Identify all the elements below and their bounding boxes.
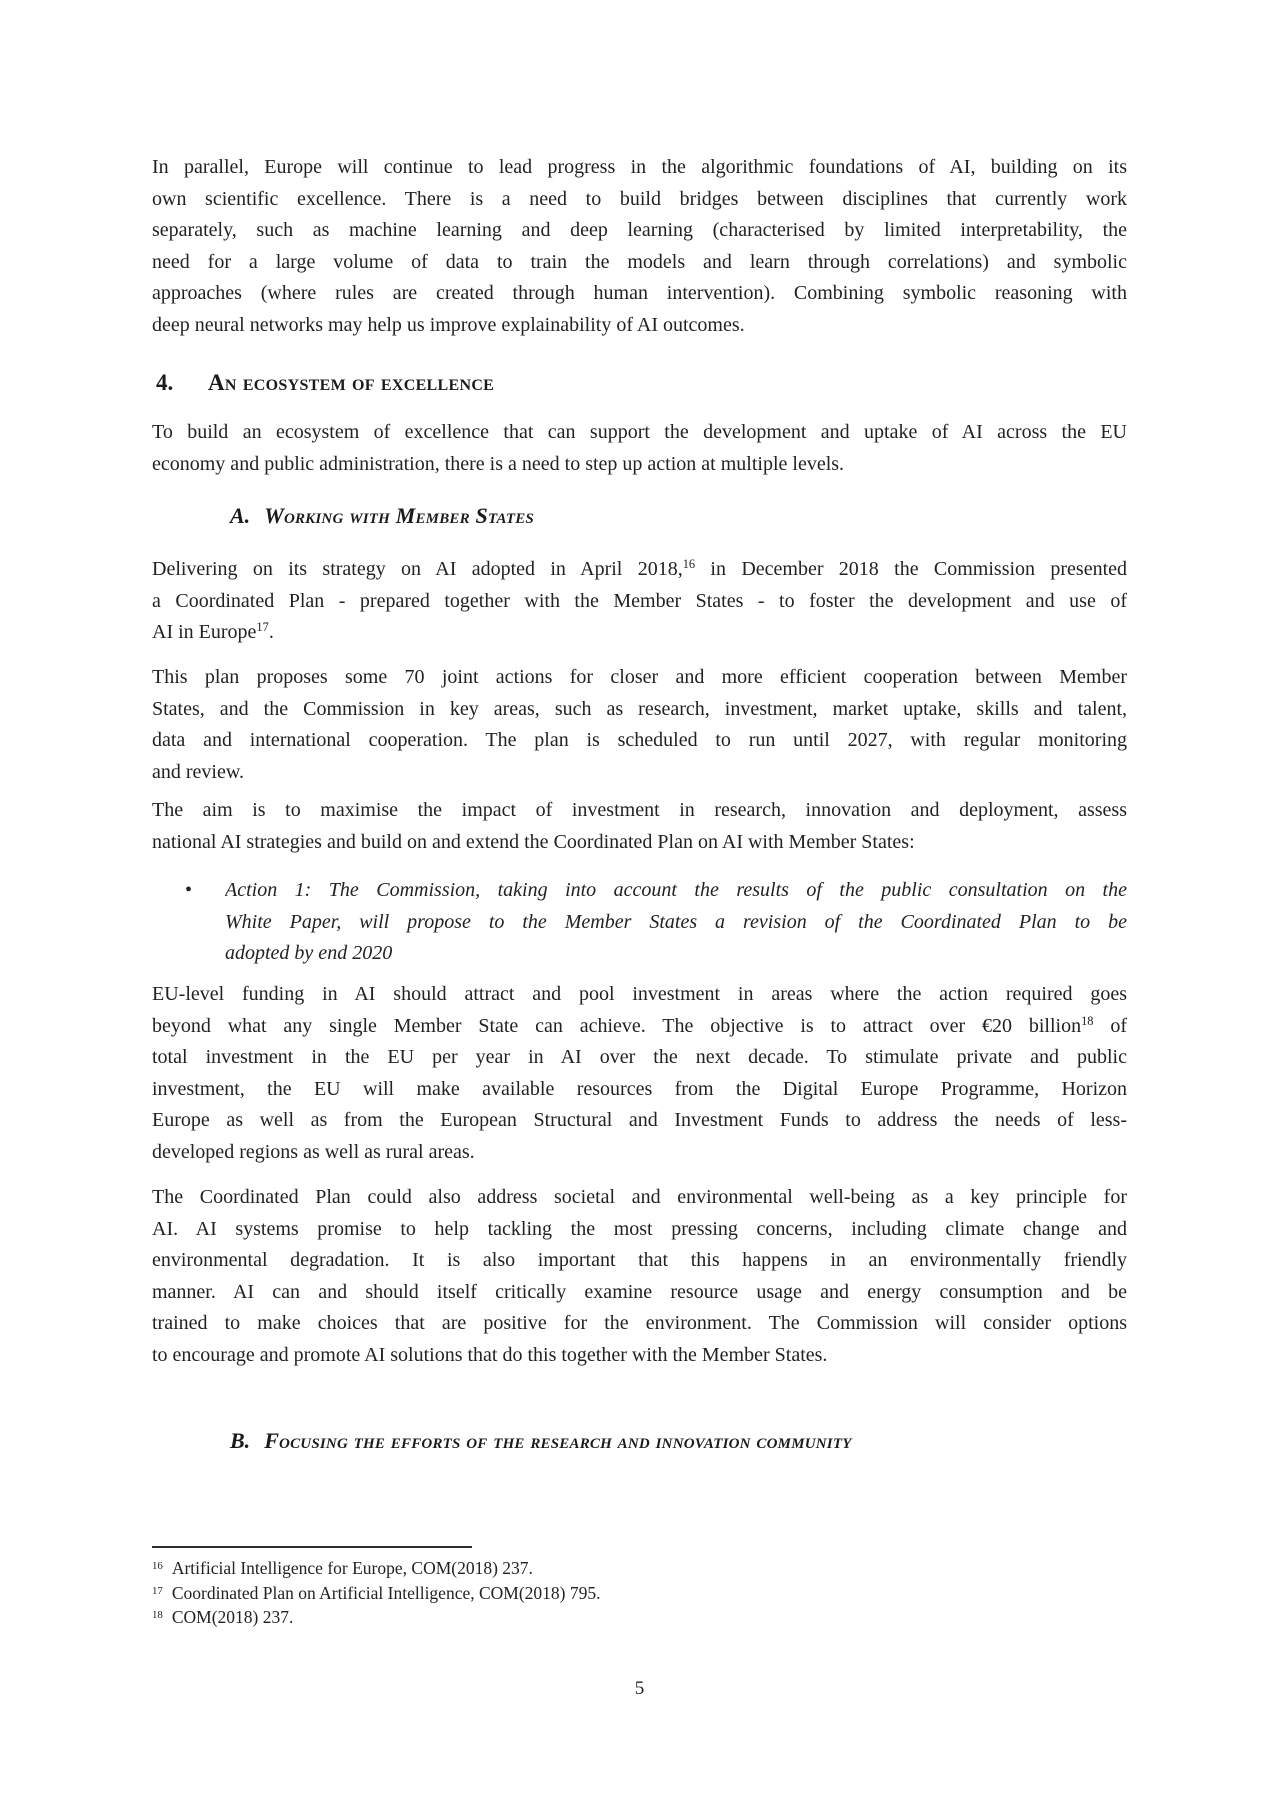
text-line: own scientific excellence. There is a need to build bridges between disciplines that currently work [152, 187, 1127, 210]
text-line: EU-level funding in AI should attract and pool investment in areas where the action required goes [152, 983, 1127, 1005]
footnote-reference: 17 [256, 620, 269, 635]
footnote-text: Artificial Intelligence for Europe, COM(2018) 237. [171, 1558, 533, 1578]
subsection-title: Focusing the efforts of the research and innovation community [264, 1428, 852, 1453]
text-line: This plan proposes some 70 joint actions for closer and more efficient cooperation between Member [152, 666, 1127, 688]
footnote-number: 17 [152, 1584, 163, 1597]
bullet-text [225, 875, 1127, 970]
footnote-item [152, 1605, 1127, 1630]
page-number: 5 [634, 1678, 645, 1699]
text-line: AI. AI systems promise to help tackling the most pressing concerns, including climate change and [152, 1217, 1127, 1240]
text-line: separately, such as machine learning and deep learning (characterised by limited interpretability, the [152, 219, 1127, 241]
footnote-item [152, 1581, 1127, 1606]
text-line: adopted by end 2020 [225, 942, 393, 964]
footnotes-section [152, 1556, 1127, 1630]
subsection-letter: B. [230, 1428, 251, 1453]
text-line: The Coordinated Plan could also address societal and environmental well-being as a key principle for [152, 1186, 1127, 1208]
text-line: data and international cooperation. The plan is scheduled to run until 2027, with regular monitoring [152, 729, 1127, 751]
section-heading-4 [152, 367, 1127, 399]
paragraph-aim [152, 795, 1127, 858]
paragraph-plan [152, 662, 1127, 788]
bullet-icon: • [185, 879, 193, 901]
text-line: total investment in the EU per year in AI over the next decade. To stimulate private and public [152, 1046, 1127, 1068]
text-line: Europe as well as from the European Structural and Investment Funds to address the needs of less- [152, 1109, 1127, 1131]
paragraph-delivering [152, 554, 1127, 649]
text-line: White Paper, will propose to the Member States a revision of the Coordinated Plan to be [225, 910, 1127, 933]
text-line: To build an ecosystem of excellence that can support the development and uptake of AI across the EU [152, 421, 1127, 443]
text-line: trained to make choices that are positive for the environment. The Commission will consider options [152, 1312, 1127, 1334]
text-line: to encourage and promote AI solutions that do this together with the Member States. [152, 1343, 828, 1366]
subsection-heading-b [152, 1425, 1127, 1457]
text-line: manner. AI can and should itself critically examine resource usage and energy consumption and be [152, 1280, 1127, 1303]
footnote-separator-rule [152, 1546, 472, 1548]
footnote-number: 18 [152, 1609, 163, 1622]
bullet-action-1 [152, 875, 1127, 970]
section-number: 4. [156, 370, 174, 395]
footnote-number: 16 [152, 1560, 163, 1573]
text-line: a Coordinated Plan - prepared together with the Member States - to foster the development and use of [152, 589, 1127, 612]
text-line: and review. [152, 760, 244, 783]
text-line: economy and public administration, there is a need to step up action at multiple levels. [152, 452, 845, 475]
footnote-text: COM(2018) 237. [171, 1607, 294, 1627]
text-line: developed regions as well as rural areas. [152, 1140, 475, 1163]
text-line: national AI strategies and build on and extend the Coordinated Plan on AI with Member States: [152, 830, 915, 853]
paragraph-intro [152, 152, 1127, 341]
text-line: investment, the EU will make available resources from the Digital Europe Programme, Horizon [152, 1077, 1127, 1100]
text-line: environmental degradation. It is also important that this happens in an environmentally friendly [152, 1249, 1127, 1271]
text-line: need for a large volume of data to train the models and learn through correlations) and symbolic [152, 250, 1127, 273]
text-line: approaches (where rules are created through human intervention). Combining symbolic reasoning with [152, 282, 1127, 304]
text-line: In parallel, Europe will continue to lead progress in the algorithmic foundations of AI, building on its [152, 156, 1127, 178]
subsection-heading-a [152, 500, 1127, 532]
footnote-text: Coordinated Plan on Artificial Intelligence, COM(2018) 795. [171, 1582, 601, 1603]
text-line: deep neural networks may help us improve explainability of AI outcomes. [152, 313, 745, 336]
paragraph-ecosystem [152, 417, 1127, 480]
paragraph-coordinated [152, 1182, 1127, 1371]
paragraph-funding [152, 979, 1127, 1168]
footnote-item [152, 1556, 1127, 1581]
section-title: An ecosystem of excellence [208, 370, 495, 395]
text-line: Action 1: The Commission, taking into account the results of the public consultation on the [225, 879, 1127, 901]
text-line: Delivering on its strategy on AI adopted in April 2018,16 in December 2018 the Commission presented [152, 557, 1127, 580]
subsection-title: Working with Member States [264, 503, 534, 528]
text-line: beyond what any single Member State can achieve. The objective is to attract over €20 billion$^{18}$ of [152, 1013, 1127, 1037]
footnote-reference: 18 [1081, 1013, 1094, 1028]
text-line: The aim is to maximise the impact of investment in research, innovation and deployment, assess [152, 799, 1127, 821]
footnote-reference: 16 [682, 557, 696, 572]
text-line: AI in Europe$^{17}$. [152, 620, 274, 643]
subsection-letter: A. [230, 503, 251, 528]
text-line: States, and the Commission in key areas, such as research, investment, market uptake, skills and talent, [152, 697, 1127, 720]
